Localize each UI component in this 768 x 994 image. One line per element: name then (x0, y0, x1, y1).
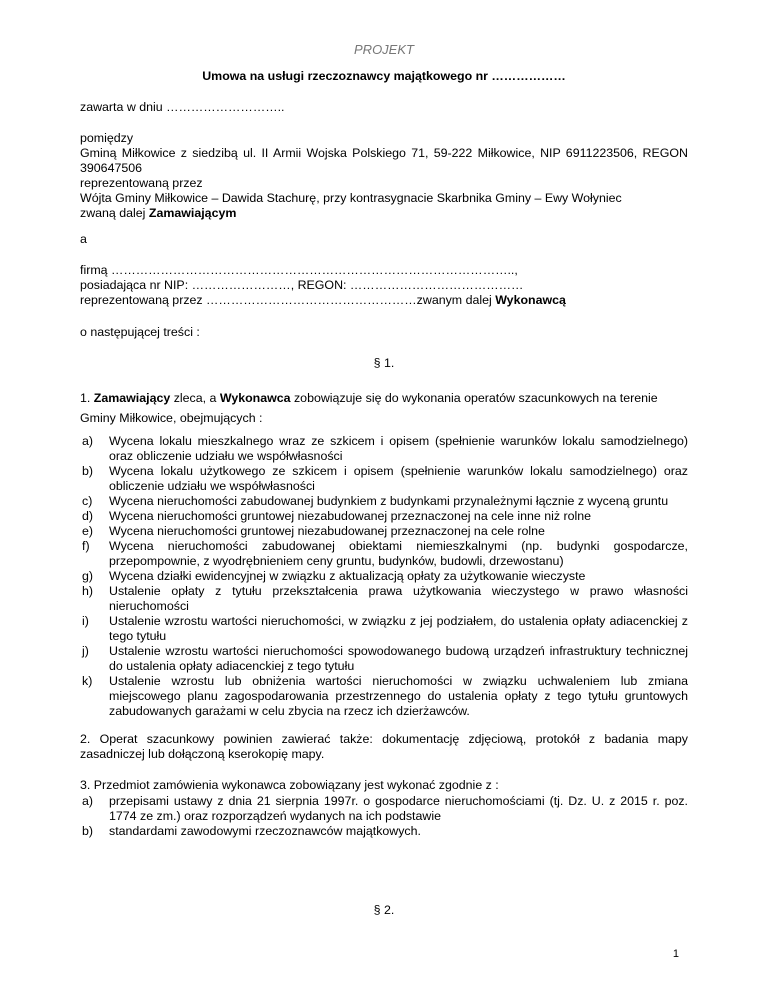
list-item: j) Ustalenie wzrostu wartości nieruchomości spowodowanego budową urządzeń infrastruktury technicznej do ustalenia opłaty adiacenckiej z tego tytułu (82, 644, 688, 673)
firma-line: firmą …………………………………………………………………………………….., (80, 263, 518, 277)
conjunction-a: a (80, 232, 87, 246)
p1-wykonawca: Wykonawca (219, 391, 291, 405)
between-text: pomiędzy (80, 131, 134, 145)
list-item: g) Wycena działki ewidencyjnej w związku z aktualizacją opłaty za użytkowanie wieczyste (82, 569, 586, 583)
document-title: Umowa na usługi rzeczoznawcy majątkowego nr ……………… (202, 69, 566, 83)
wykonawca-bold: Wykonawcą (495, 293, 566, 307)
zamawiajacym-bold: Zamawiającym (148, 206, 237, 220)
tresc-line: o następującej treści : (80, 325, 200, 339)
p1-text-a: zleca, a (170, 391, 220, 405)
p1-number: 1. (80, 391, 94, 405)
called-line (80, 206, 688, 221)
list-item: h) Ustalenie opłaty z tytułu przekształcenia prawa użytkowania wieczystego w prawo własności nieruchomości (82, 584, 688, 613)
list-item: d) Wycena nieruchomości gruntowej niezabudowanej przeznaczonej na cele inne niż rolne (82, 509, 592, 523)
list-item: c) Wycena nieruchomości zabudowanej budynkiem z budynkami przynależnymi łącznie z wyceną gruntu (82, 494, 669, 508)
list-item: a) przepisami ustawy z dnia 21 sierpnia 1997r. o gospodarce nieruchomościami (tj. Dz. U. z 2015 r. poz. 1774 ze zm.) oraz rozporządzeń wydanych na ich podstawie (82, 794, 688, 823)
list-item: b) Wycena lokalu użytkowego ze szkicem i opisem (spełnienie warunków lokalu samodzielnego) oraz obliczenie udziału we współwłasności (82, 464, 688, 493)
nip-line: posiadająca nr NIP: ……………………, REGON: …………………………………… (80, 278, 524, 292)
list-item: f) Wycena nieruchomości zabudowanej obiektami niemieszkalnymi (np. budynki gospodarcze, przepompownie, z wyodrębnieniem ceny gruntu, budynków, budowli, drzewostanu) (82, 539, 688, 568)
section-2-heading: § 2. (373, 903, 395, 917)
section-1-paragraph-3: 3. Przedmiot zamówienia wykonawca zobowiązany jest wykonać zgodnie z : (80, 778, 499, 792)
list-item: i) Ustalenie wzrostu wartości nieruchomości, w związku z jej podziałem, do ustalenia opłaty adiacenckiej z tego tytułu (82, 614, 688, 643)
page-number: 1 (672, 948, 679, 960)
p1-zamawiajacy: Zamawiający (93, 391, 171, 405)
date-line: zawarta w dniu ……………………….. (80, 100, 285, 114)
section-1-paragraph-2: 2. Operat szacunkowy powinien zawierać także: dokumentację zdjęciową, protokół z badania mapy zasadniczej lub dołączoną kserokopię mapy. (80, 732, 688, 761)
rep-line (80, 293, 688, 308)
represented-text: reprezentowaną przez (80, 176, 203, 190)
p1-text-b: zobowiązuje się do wykonania operatów szacunkowych na terenie Gminy Miłkowice, obejmujących : (80, 391, 658, 425)
rep-prefix: reprezentowaną przez ……………………………………………zwanym dalej (80, 293, 496, 307)
gmina-line: Gminą Miłkowice z siedzibą ul. II Armii Wojska Polskiego 71, 59-222 Miłkowice, NIP 6911223506, REGON 390647506 (80, 146, 688, 175)
section-1-heading: § 1. (373, 356, 395, 370)
compliance-list (80, 794, 688, 839)
wojt-line: Wójta Gminy Miłkowice – Dawida Stachurę, przy kontrasygnacie Skarbnika Gminy – Ewy Wołyniec (80, 191, 622, 205)
scope-list (80, 434, 688, 719)
list-item: a) Wycena lokalu mieszkalnego wraz ze szkicem i opisem (spełnienie warunków lokalu samodzielnego) oraz obliczenie udziału we współwłasności (82, 434, 688, 463)
called-prefix: zwaną dalej (80, 206, 149, 220)
contractor-block (80, 263, 688, 308)
projekt-label: PROJEKT (354, 42, 414, 57)
parties-block (80, 131, 688, 221)
list-item: k) Ustalenie wzrostu lub obniżenia wartości nieruchomości w związku uchwaleniem lub zmiana miejscowego planu zagospodarowania przestrzennego do ustalenia opłaty z tego tytułu gruntowych zabudowanych garażami w celu zbycia na rzecz ich dzierżawców. (82, 674, 688, 718)
list-item: e) Wycena nieruchomości gruntowej niezabudowanej przeznaczonej na cele rolne (82, 524, 545, 538)
list-item: b) standardami zawodowymi rzeczoznawców majątkowych. (82, 824, 421, 838)
section-1-paragraph-1 (80, 388, 688, 428)
